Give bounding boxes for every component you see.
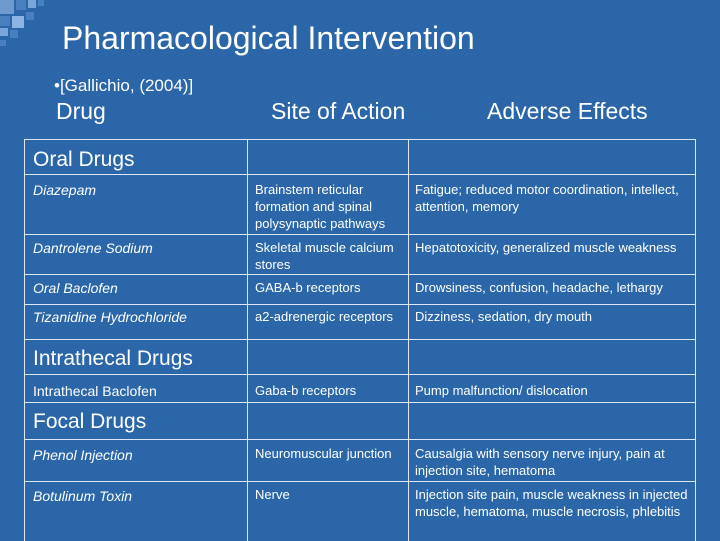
drug-name: Phenol Injection	[33, 447, 133, 463]
drug-table	[24, 139, 696, 541]
column-headers	[0, 98, 720, 128]
section-label-focal: Focal Drugs	[33, 410, 147, 433]
site-of-action: Neuromuscular junction	[255, 446, 392, 461]
citation: •[Gallichio, (2004)]	[54, 76, 194, 95]
corner-squares-decoration	[0, 0, 60, 60]
drug-name: Diazepam	[33, 182, 97, 198]
site-of-action: Brainstem reticular formation and spinal polysynaptic pathways	[255, 182, 386, 231]
adverse-effects: Drowsiness, confusion, headache, lethargy	[415, 280, 663, 295]
section-label-intrathecal: Intrathecal Drugs	[33, 347, 193, 370]
adverse-effects: Pump malfunction/ dislocation	[415, 383, 588, 398]
drug-name: Intrathecal Baclofen	[33, 383, 157, 399]
drug-name: Tizanidine Hydrochloride	[33, 309, 187, 325]
drug-name: Botulinum Toxin	[33, 488, 133, 504]
site-of-action: Gaba-b receptors	[255, 383, 357, 398]
site-of-action: Nerve	[255, 487, 290, 502]
site-of-action: a2-adrenergic receptors	[255, 309, 394, 324]
column-header-drug: Drug	[56, 98, 106, 124]
page-title: Pharmacological Intervention	[62, 20, 475, 56]
drug-name: Oral Baclofen	[33, 280, 118, 296]
adverse-effects: Fatigue; reduced motor coordination, intellect, attention, memory	[415, 182, 679, 214]
column-header-site: Site of Action	[271, 98, 406, 124]
site-of-action: Skeletal muscle calcium stores	[255, 240, 394, 272]
column-header-effects: Adverse Effects	[487, 98, 648, 124]
adverse-effects: Injection site pain, muscle weakness in injected muscle, hematoma, muscle necrosis, phlebitis	[415, 487, 688, 519]
adverse-effects: Causalgia with sensory nerve injury, pain at injection site, hematoma	[415, 446, 665, 478]
adverse-effects: Hepatotoxicity, generalized muscle weakness	[415, 240, 677, 255]
site-of-action: GABA-b receptors	[255, 280, 361, 295]
section-label-oral: Oral Drugs	[33, 148, 135, 171]
adverse-effects: Dizziness, sedation, dry mouth	[415, 309, 593, 324]
drug-name: Dantrolene Sodium	[33, 240, 153, 256]
